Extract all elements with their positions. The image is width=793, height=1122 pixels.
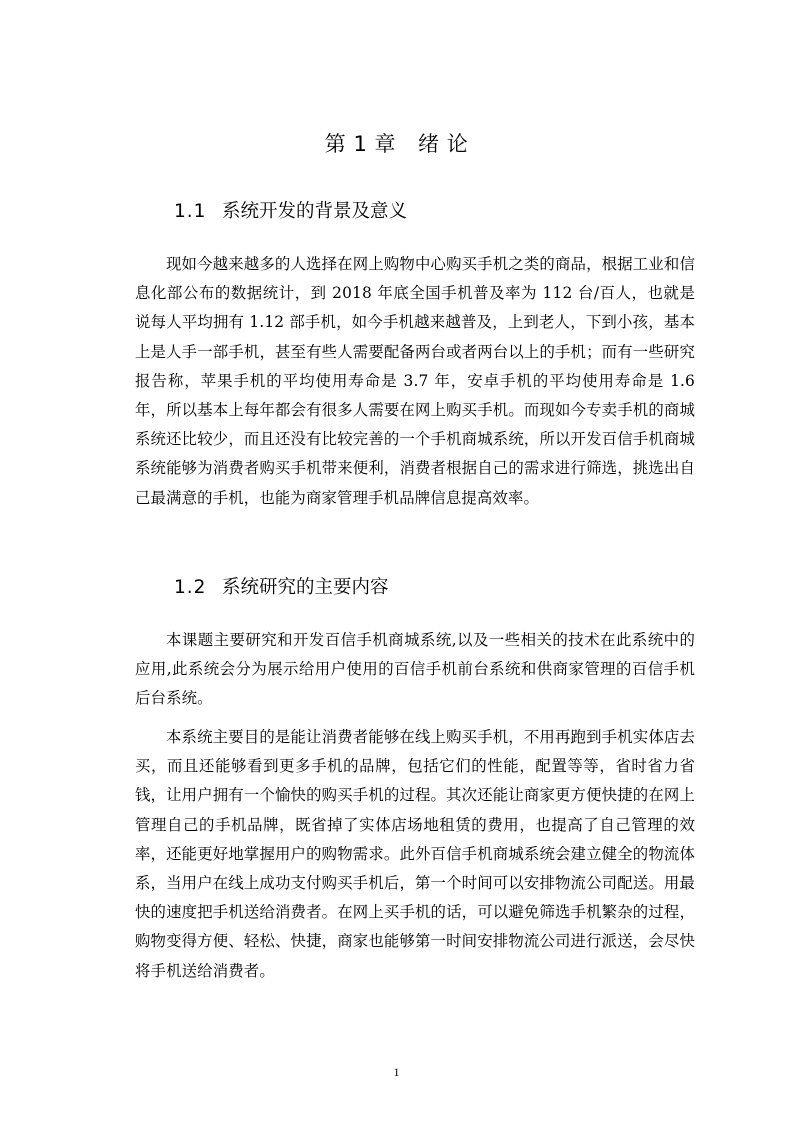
page-number: 1: [393, 1065, 400, 1079]
content-paragraph-2: 本系统主要目的是能让消费者能够在线上购买手机，不用再跑到手机实体店去买，而且还能够看到更多手机的品牌，包括它们的性能，配置等等，省时省力省钱，让用户拥有一个愉快的购买手机的过程。其次还能让商家更方便快捷的在网上管理自己的手机品牌，既省掉了实体店场地租赁的费用，也提高了自己管理的效率，还能更好地掌握用户的购物需求。此外百信手机商城系统会建立健全的物流体系，当用户在线上成功支付购买手机后，第一个时间可以安排物流公司配送。用最快的速度把手机送给消费者。在网上买手机的话，可以避免筛选手机繁杂的过程，购物变得方便、轻松、快捷，商家也能够第一时间安排物流公司进行派送，会尽快将手机送给消费者。: [135, 728, 695, 980]
section-number: 1.2: [174, 577, 207, 598]
content-paragraph-1: 本课题主要研究和开发百信手机商城系统,以及一些相关的技术在此系统中的应用,此系统会分为展示给用户使用的百信手机前台系统和供商家管理的百信手机后台系统。: [135, 631, 695, 708]
chapter-name: 绪 论: [418, 132, 469, 156]
background-paragraph: 现如今越来越多的人选择在网上购物中心购买手机之类的商品，根据工业和信息化部公布的数据统计，到 2018 年底全国手机普及率为 112 台/百人，也就是说每人平均拥有 1.12 部手机，如今手机越来越普及，上到老人，下到小孩，基本上是人手一部手机，甚至有些人需要配备两台或者两台以上的手机；而有一些研究报告称，苹果手机的平均使用寿命是 3.7 年，安卓手机的平均使用寿命是 1.6 年，所以基本上每年都会有很多人需要在网上购买手机。而现如今专卖手机的商城系统还比较少，而且还没有比较完善的一个手机商城系统，所以开发百信手机商城系统能够为消费者购买手机带来便利，消费者根据自己的需求进行筛选，挑选出自己最满意的手机，也能为商家管理手机品牌信息提高效率。: [135, 255, 695, 507]
section-title: 系统研究的主要内容: [222, 577, 389, 598]
chapter-number: 第 1 章: [324, 132, 397, 156]
section-heading-1-2: [174, 573, 389, 603]
section-heading-1-1: [174, 197, 407, 227]
section-number: 1.1: [174, 201, 207, 222]
section-title: 系统开发的背景及意义: [222, 201, 408, 222]
chapter-title: [0, 128, 793, 160]
